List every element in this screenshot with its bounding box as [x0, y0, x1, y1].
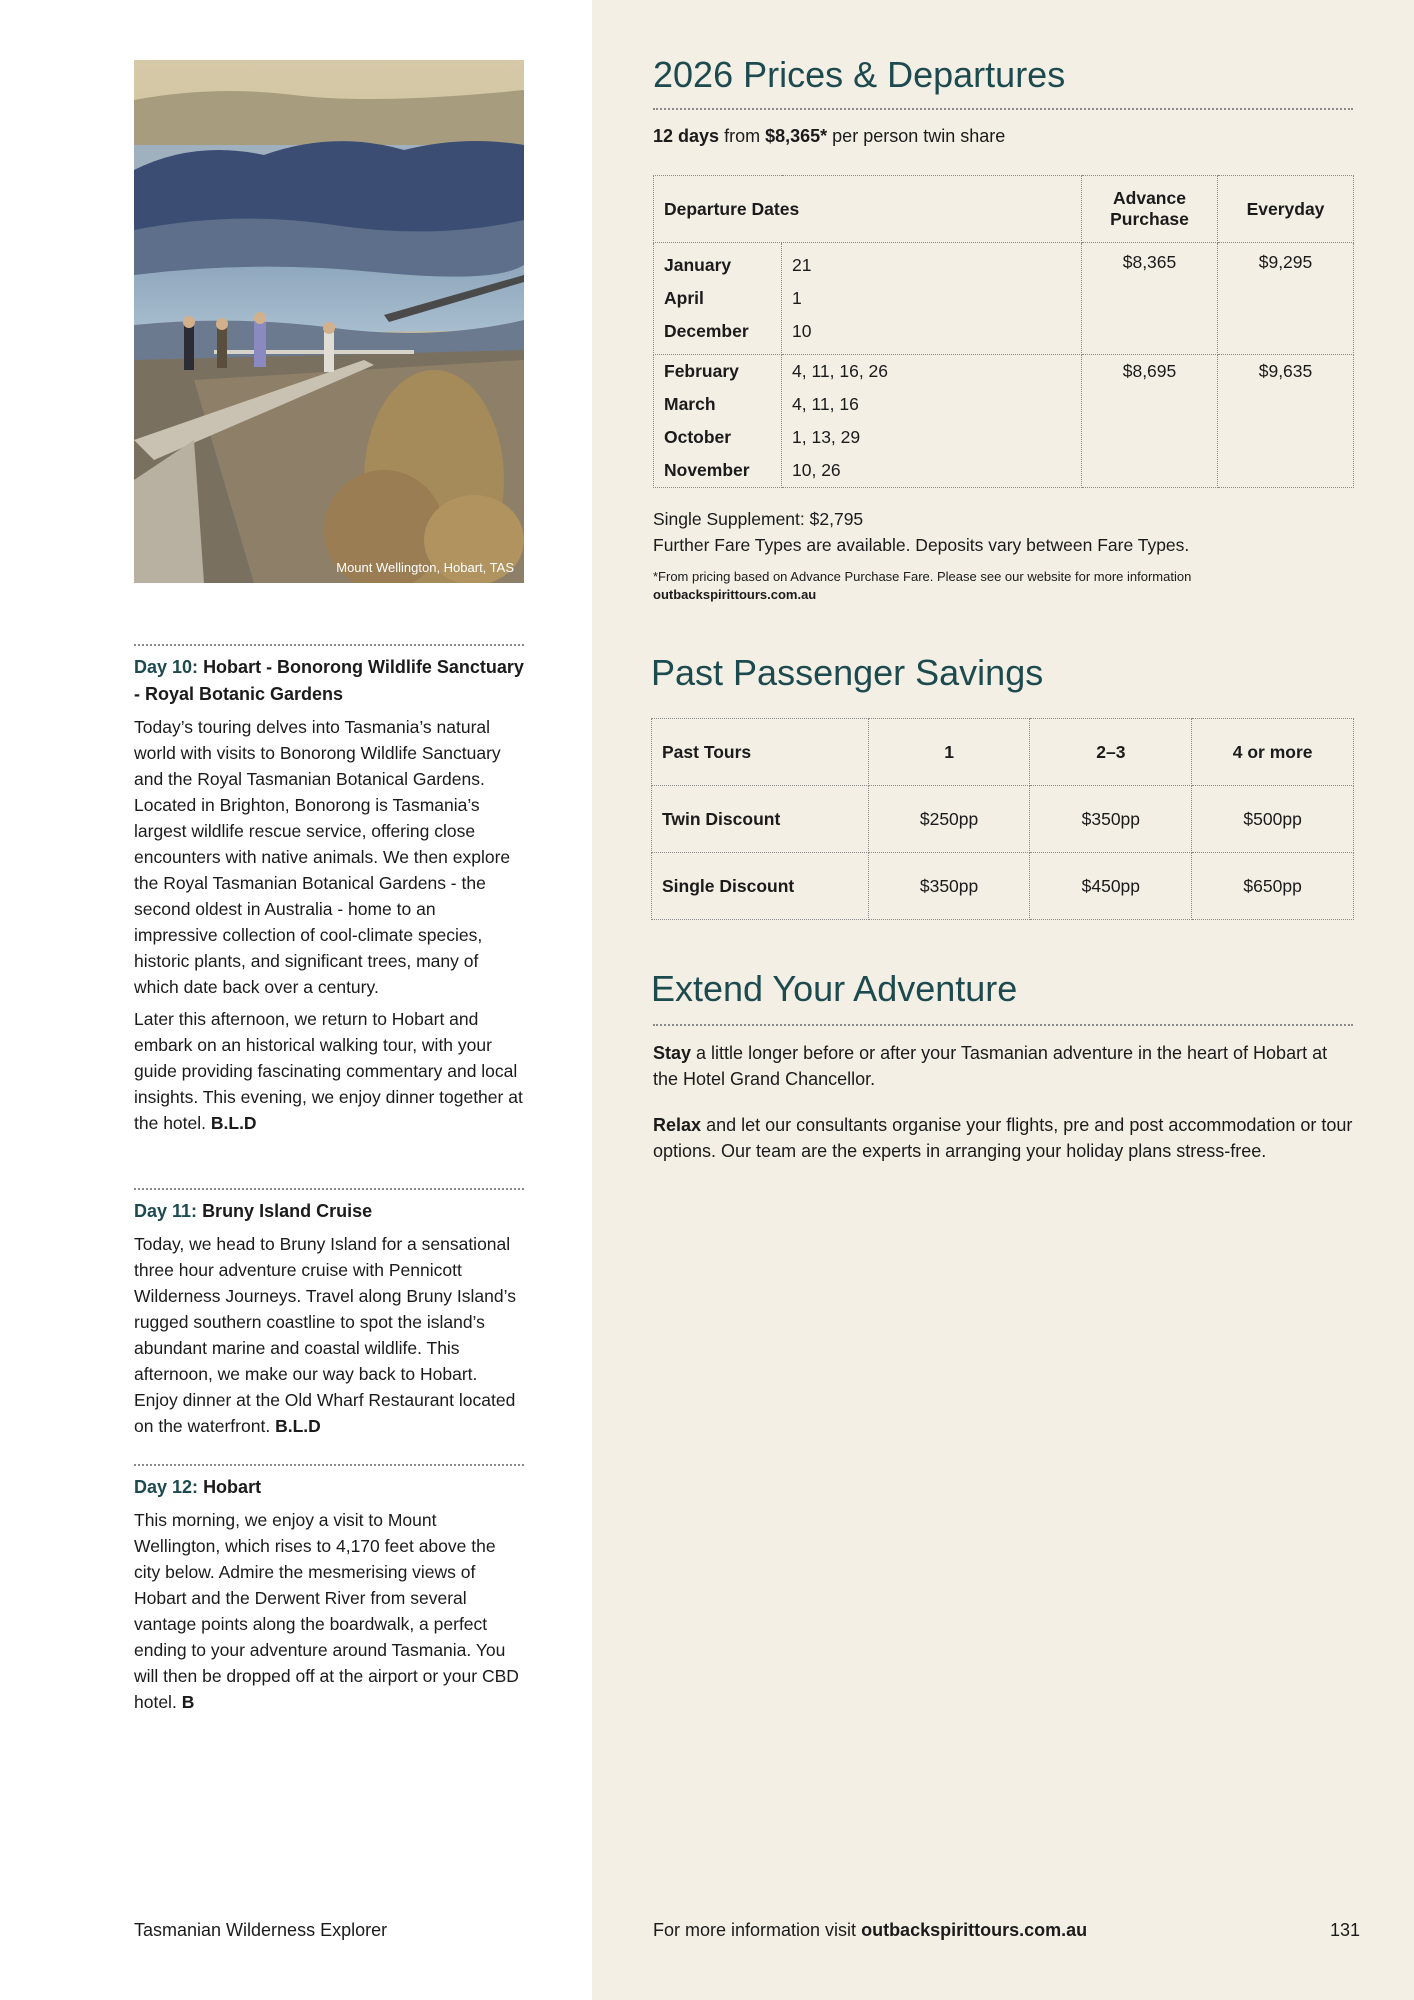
day-title: Bruny Island Cruise — [202, 1201, 373, 1221]
meals-code: B.L.D — [210, 1113, 257, 1133]
day-title: Hobart — [203, 1477, 262, 1497]
header-everyday: Everyday — [1218, 176, 1354, 243]
stay-label: Stay — [653, 1043, 692, 1063]
price-notes — [653, 506, 1354, 604]
month: November — [664, 460, 750, 480]
discount-value: $350pp — [1030, 786, 1192, 853]
date-list: 4, 11, 16 — [792, 394, 859, 414]
fare-types-note: Further Fare Types are available. Deposits vary between Fare Types. — [653, 535, 1190, 555]
months-cell — [654, 243, 782, 355]
day-paragraph-text: Today, we head to Bruny Island for a sensational three hour adventure cruise with Pennicott Wilderness Journeys. Travel along Bruny Island’s rugged southern coastline to spot the island’s abundant marine and coastal wildlife. This afternoon, we make our way back to Hobart. Enjoy dinner at the Old Wharf Restaurant located on the waterfront. — [134, 1234, 516, 1436]
day-number: Day 12: — [134, 1477, 199, 1497]
stay-paragraph — [653, 1040, 1354, 1092]
extend-title: Extend Your Adventure — [651, 968, 1018, 1009]
meals-code: B — [181, 1692, 195, 1712]
day-heading — [134, 1474, 524, 1501]
month: October — [664, 427, 732, 447]
table-row — [652, 853, 1354, 920]
header-tours-1: 1 — [868, 719, 1030, 786]
discount-value: $650pp — [1192, 853, 1354, 920]
photo-caption: Mount Wellington, Hobart, TAS — [336, 560, 514, 575]
date-list: 1, 13, 29 — [792, 427, 861, 447]
day-heading — [134, 1198, 524, 1225]
footer-info — [653, 1920, 1087, 1941]
prices-section — [653, 54, 1354, 604]
date-list: 10 — [792, 321, 812, 341]
table-header-row — [652, 719, 1354, 786]
departures-table — [653, 175, 1354, 488]
price-summary — [653, 126, 1354, 147]
date-list: 10, 26 — [792, 460, 841, 480]
month: March — [664, 394, 716, 414]
day-11-section — [134, 1188, 524, 1445]
prices-title: 2026 Prices & Departures — [653, 54, 1066, 95]
day-heading — [134, 654, 524, 708]
savings-section — [651, 652, 1354, 920]
table-row — [654, 355, 1354, 488]
day-paragraph — [134, 1231, 524, 1439]
advance-price: $8,365 — [1082, 243, 1218, 355]
date-list: 1 — [792, 288, 802, 308]
relax-paragraph — [653, 1112, 1354, 1164]
day-12-section — [134, 1464, 524, 1721]
date-list: 4, 11, 16, 26 — [792, 361, 889, 381]
mount-wellington-photo — [134, 60, 524, 583]
discount-value: $450pp — [1030, 853, 1192, 920]
header-tours-2-3: 2–3 — [1030, 719, 1192, 786]
website-link[interactable]: outbackspirittours.com.au — [653, 587, 817, 602]
months-cell — [654, 355, 782, 488]
meals-code: B.L.D — [275, 1416, 321, 1436]
day-paragraph — [134, 1006, 524, 1136]
row-label: Single Discount — [652, 853, 869, 920]
day-paragraph — [134, 1507, 524, 1715]
day-title: Hobart - Bonorong Wildlife Sanctuary - Royal Botanic Gardens — [134, 657, 524, 704]
header-tours-4-plus: 4 or more — [1192, 719, 1354, 786]
page-number: 131 — [1330, 1920, 1361, 1940]
divider — [134, 1188, 524, 1190]
footnote: *From pricing based on Advance Purchase Fare. Please see our website for more information — [653, 569, 1192, 584]
divider — [653, 108, 1353, 110]
from-price: $8,365* — [765, 126, 828, 146]
divider — [134, 1464, 524, 1466]
day-number: Day 10: — [134, 657, 199, 677]
divider — [134, 644, 524, 646]
from-label: from — [724, 126, 761, 146]
table-row — [654, 243, 1354, 355]
dates-cell — [782, 355, 1082, 488]
table-row — [652, 786, 1354, 853]
stay-text: a little longer before or after your Tasmanian adventure in the heart of Hobart at the Hotel Grand Chancellor. — [653, 1043, 1328, 1089]
row-label: Twin Discount — [652, 786, 869, 853]
month: February — [664, 361, 739, 381]
discount-value: $500pp — [1192, 786, 1354, 853]
month: January — [664, 255, 732, 275]
divider — [653, 1024, 1353, 1026]
discount-value: $350pp — [868, 853, 1030, 920]
single-supplement: Single Supplement: $2,795 — [653, 509, 864, 529]
footer-title: Tasmanian Wilderness Explorer — [134, 1920, 388, 1940]
savings-table — [651, 718, 1354, 920]
header-past-tours: Past Tours — [652, 719, 869, 786]
relax-label: Relax — [653, 1115, 702, 1135]
day-10-section — [134, 644, 524, 1142]
savings-title: Past Passenger Savings — [651, 652, 1044, 693]
everyday-price: $9,635 — [1218, 355, 1354, 488]
date-list: 21 — [792, 255, 812, 275]
footer-prefix: For more information visit — [653, 1920, 857, 1940]
relax-text: and let our consultants organise your flights, pre and post accommodation or tour options. Our team are the experts in arranging your holiday plans stress-free. — [653, 1115, 1353, 1161]
footer-website-link[interactable]: outbackspirittours.com.au — [861, 1920, 1088, 1940]
header-advance-purchase: Advance Purchase — [1082, 176, 1218, 243]
advance-price: $8,695 — [1082, 355, 1218, 488]
month: April — [664, 288, 704, 308]
day-paragraph-text: Later this afternoon, we return to Hobart and embark on an historical walking tour, with your guide providing fascinating commentary and local insights. This evening, we enjoy dinner together at the hotel. — [134, 1009, 523, 1133]
day-paragraph-text: This morning, we enjoy a visit to Mount Wellington, which rises to 4,170 feet above the city below. Admire the mesmerising views of Hobart and the Derwent River from several vantage points along the boardwalk, a perfect ending to your adventure around Tasmania. You will then be dropped off at the airport or your CBD hotel. — [134, 1510, 519, 1712]
header-departure-dates: Departure Dates — [654, 176, 1082, 243]
tour-length: 12 days — [653, 126, 720, 146]
discount-value: $250pp — [868, 786, 1030, 853]
month: December — [664, 321, 749, 341]
per-person-label: per person twin share — [832, 126, 1006, 146]
day-paragraph: Today’s touring delves into Tasmania’s natural world with visits to Bonorong Wildlife Sanctuary and the Royal Tasmanian Botanical Gardens. Located in Brighton, Bonorong is Tasmania’s largest wildlife rescue service, offering close encounters with native animals. We then explore the Royal Tasmanian Botanical Gardens - the second oldest in Australia - home to an impressive collection of cool-climate species, historic plants, and significant trees, many of which date back over a century. — [134, 717, 511, 997]
everyday-price: $9,295 — [1218, 243, 1354, 355]
day-number: Day 11: — [134, 1201, 198, 1221]
table-header-row — [654, 176, 1354, 243]
dates-cell — [782, 243, 1082, 355]
extend-section — [651, 968, 1354, 1164]
